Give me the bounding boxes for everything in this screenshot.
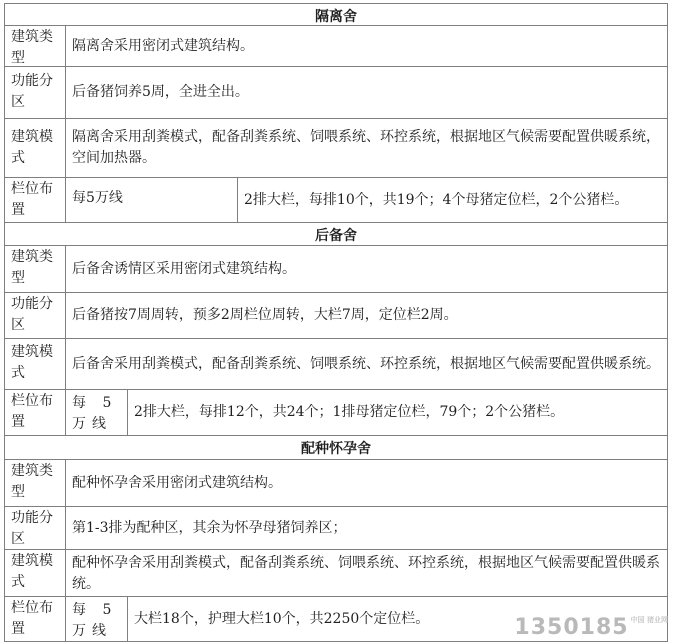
- table-row: [4, 459, 668, 507]
- row-value: 后备舍诱情区采用密闭式建筑结构。: [65, 245, 668, 293]
- row-value: 第1-3排为配种区，其余为怀孕母猪饲养区；: [65, 506, 668, 550]
- row-label: 功能分区: [4, 506, 66, 550]
- row-label: 建筑类型: [4, 245, 66, 293]
- row-label: 栏位布置: [4, 389, 66, 436]
- site-watermark: 1350185 $^{中国 猪业网}$: [514, 615, 668, 640]
- row-label: 建筑类型: [4, 25, 66, 67]
- section-header: [4, 3, 668, 26]
- row-label: 栏位布置: [4, 177, 66, 223]
- section-header: [4, 222, 668, 246]
- table-row: [4, 338, 668, 390]
- row-label: 栏位布置: [4, 596, 66, 642]
- row-value: 配种怀孕舍采用密闭式建筑结构。: [65, 459, 668, 507]
- table-row: [4, 118, 668, 178]
- row-value-scope: 每5万线: [65, 177, 238, 223]
- row-value-scope: 每 5 万线: [65, 389, 128, 436]
- row-value-scope: 每 5 万线: [65, 596, 128, 642]
- row-value: 配种怀孕舍采用刮粪模式，配备刮粪系统、饲喂系统、环控系统，根据地区气候需要配置供暖系统。: [65, 549, 668, 597]
- row-label: 建筑模式: [4, 118, 66, 178]
- table-row: [4, 292, 668, 339]
- table-row: [4, 25, 668, 67]
- table-row: [4, 506, 668, 550]
- section-title: 后备舍: [4, 222, 668, 246]
- section-title: 配种怀孕舍: [4, 435, 668, 460]
- section-title: 隔离舍: [4, 3, 668, 26]
- table-row: [4, 66, 668, 119]
- row-value: 隔离舍采用密闭式建筑结构。: [65, 25, 668, 67]
- row-label: 功能分区: [4, 66, 66, 119]
- table-row: [4, 389, 668, 436]
- row-value: 后备猪按7周周转，预多2周栏位周转，大栏7周，定位栏2周。: [65, 292, 668, 339]
- row-value: 后备猪饲养5周，全进全出。: [65, 66, 668, 119]
- row-value: 隔离舍采用刮粪模式，配备刮粪系统、饲喂系统、环控系统，根据地区气候需要配置供暖系统，空间加热器。: [65, 118, 668, 178]
- row-value: 后备舍采用刮粪模式，配备刮粪系统、饲喂系统、环控系统，根据地区气候需要配置供暖系统。: [65, 338, 668, 390]
- row-label: 建筑模式: [4, 549, 66, 597]
- section-header: [4, 435, 668, 460]
- row-label: 建筑模式: [4, 338, 66, 390]
- row-value-detail: 大栏18个，护理大栏10个，共2250个定位栏。: [127, 596, 668, 642]
- table-row: [4, 549, 668, 597]
- row-label: 功能分区: [4, 292, 66, 339]
- table-row: [4, 177, 668, 223]
- table-row: [4, 245, 668, 293]
- row-value-detail: 2排大栏，每排12个，共24个；1排母猪定位栏，79个；2个公猪栏。: [127, 389, 668, 436]
- row-value-detail: 2排大栏，每排10个，共19个；4个母猪定位栏，2个公猪栏。: [237, 177, 668, 223]
- row-label: 建筑类型: [4, 459, 66, 507]
